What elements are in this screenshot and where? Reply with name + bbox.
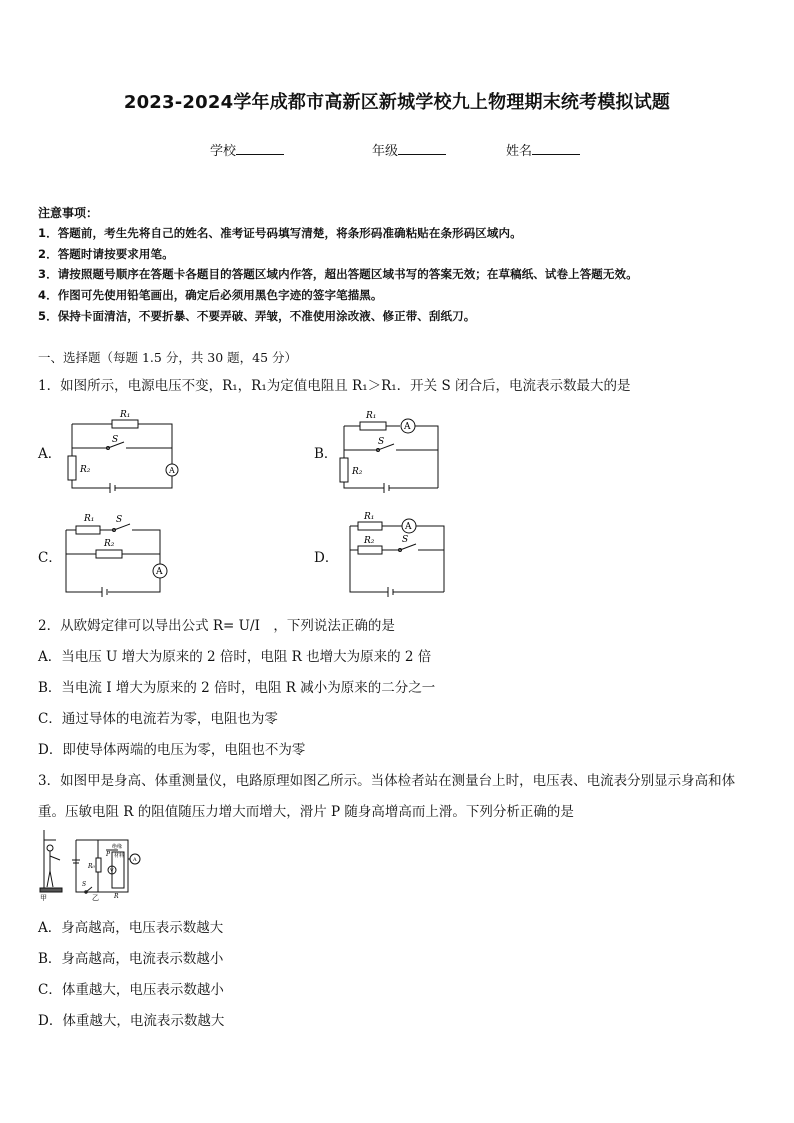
- label-r1: R₁: [364, 512, 375, 522]
- label-r2: R₂: [352, 467, 363, 477]
- q1-option-b-label[interactable]: B．: [314, 446, 338, 462]
- q2-option-a[interactable]: A．当电压 U 增大为原来的 2 倍时，电阻 R 也增大为原来的 2 倍: [38, 649, 432, 665]
- label-r2: R₂: [80, 465, 91, 475]
- label-conductor: 材料: [114, 853, 125, 859]
- q1-option-c-label[interactable]: C．: [38, 550, 62, 566]
- circuit-diagram-a: [60, 404, 190, 496]
- page-title: 2023-2024学年成都市高新区新城学校九上物理期末统考模拟试题: [123, 92, 671, 113]
- label-r1: R₁: [366, 411, 377, 421]
- q3-option-a[interactable]: A．身高越高，电压表示数越大: [38, 920, 224, 936]
- label-s: S: [116, 515, 123, 525]
- q2-option-d[interactable]: D．即使导体两端的电压为零，电阻也不为零: [38, 742, 306, 758]
- ammeter-icon: A: [156, 567, 163, 577]
- ammeter-icon: A: [405, 522, 412, 532]
- q3-option-b[interactable]: B．身高越高，电流表示数越小: [38, 951, 224, 967]
- label-r1: R₁: [84, 514, 95, 524]
- question-3-stem-line-2: 重。压敏电阻 R 的阻值随压力增大而增大，滑片 P 随身高增高而上滑。下列分析正确的是: [38, 804, 574, 820]
- label-p: P: [106, 851, 111, 858]
- label-jia: 甲: [40, 894, 47, 902]
- note-item: 3．请按照题号顺序在答题卡各题目的答题区域内作答，超出答题区域书写的答案无效；在草稿纸、试卷上答题无效。: [38, 267, 638, 281]
- ammeter-icon: A: [169, 466, 175, 475]
- q3-option-c[interactable]: C．体重越大，电压表示数越小: [38, 982, 224, 998]
- grade-blank: [398, 142, 446, 155]
- q1-option-d-label[interactable]: D．: [314, 550, 339, 566]
- label-s: S: [112, 435, 119, 445]
- note-item: 5．保持卡面清洁，不要折暴、不要弄破、弄皱，不准使用涂改液、修正带、刮纸刀。: [38, 309, 476, 323]
- label-yi: 乙: [92, 894, 99, 902]
- note-item: 2．答题时请按要求用笔。: [38, 247, 174, 261]
- label-r1: R₁: [120, 410, 131, 420]
- note-item: 1．答题前，考生先将自己的姓名、准考证号码填写清楚，将条形码准确粘贴在条形码区域内。: [38, 226, 522, 240]
- grade-label: 年级: [372, 144, 399, 159]
- ammeter-icon: A: [404, 422, 411, 432]
- label-s: S: [82, 881, 87, 888]
- name-label: 姓名: [506, 144, 533, 159]
- circuit-diagram-d: [344, 508, 454, 600]
- grade-field: [372, 140, 446, 159]
- label-s: S: [402, 535, 409, 545]
- name-field: [506, 140, 580, 159]
- school-field: [210, 140, 284, 159]
- voltmeter-icon: V: [110, 868, 114, 874]
- label-r2: R₂: [104, 539, 115, 549]
- label-insulator: 绝缘: [112, 844, 123, 850]
- section-heading: 一、选择题（每题 1.5 分，共 30 题，45 分）: [38, 350, 298, 365]
- ammeter-icon: A: [133, 857, 137, 863]
- circuit-diagram-c: [60, 508, 180, 600]
- name-blank: [532, 142, 580, 155]
- school-blank: [236, 142, 284, 155]
- label-r2: R₂: [364, 536, 375, 546]
- label-s: S: [378, 437, 385, 447]
- label-r: R: [114, 893, 119, 900]
- question-2-stem: 2．从欧姆定律可以导出公式 R= U/I ，下列说法正确的是: [38, 618, 395, 634]
- notes-heading: 注意事项：: [38, 206, 99, 220]
- question-3-stem-line-1: 3．如图甲是身高、体重测量仪，电路原理如图乙所示。当体检者站在测量台上时，电压表、电流表分别显示身高和体: [38, 773, 736, 789]
- q1-option-a-label[interactable]: A．: [38, 446, 62, 462]
- q3-option-d[interactable]: D．体重越大，电流表示数越大: [38, 1013, 225, 1029]
- q2-option-b[interactable]: B．当电流 I 增大为原来的 2 倍时，电阻 R 减小为原来的二分之一: [38, 680, 436, 696]
- label-r0: R₀: [88, 863, 95, 870]
- note-item: 4．作图可先使用铅笔画出，确定后必须用黑色字迹的签字笔描黑。: [38, 288, 383, 302]
- circuit-diagram-b: [336, 404, 446, 496]
- question-1-stem: 1．如图所示，电源电压不变，R₁，R₁为定值电阻且 R₁＞R₁．开关 S 闭合后，电流表示数最大的是: [38, 378, 631, 394]
- q2-option-c[interactable]: C．通过导体的电流若为零，电阻也为零: [38, 711, 278, 727]
- height-weight-meter-figure: [34, 826, 154, 902]
- school-label: 学校: [210, 144, 237, 159]
